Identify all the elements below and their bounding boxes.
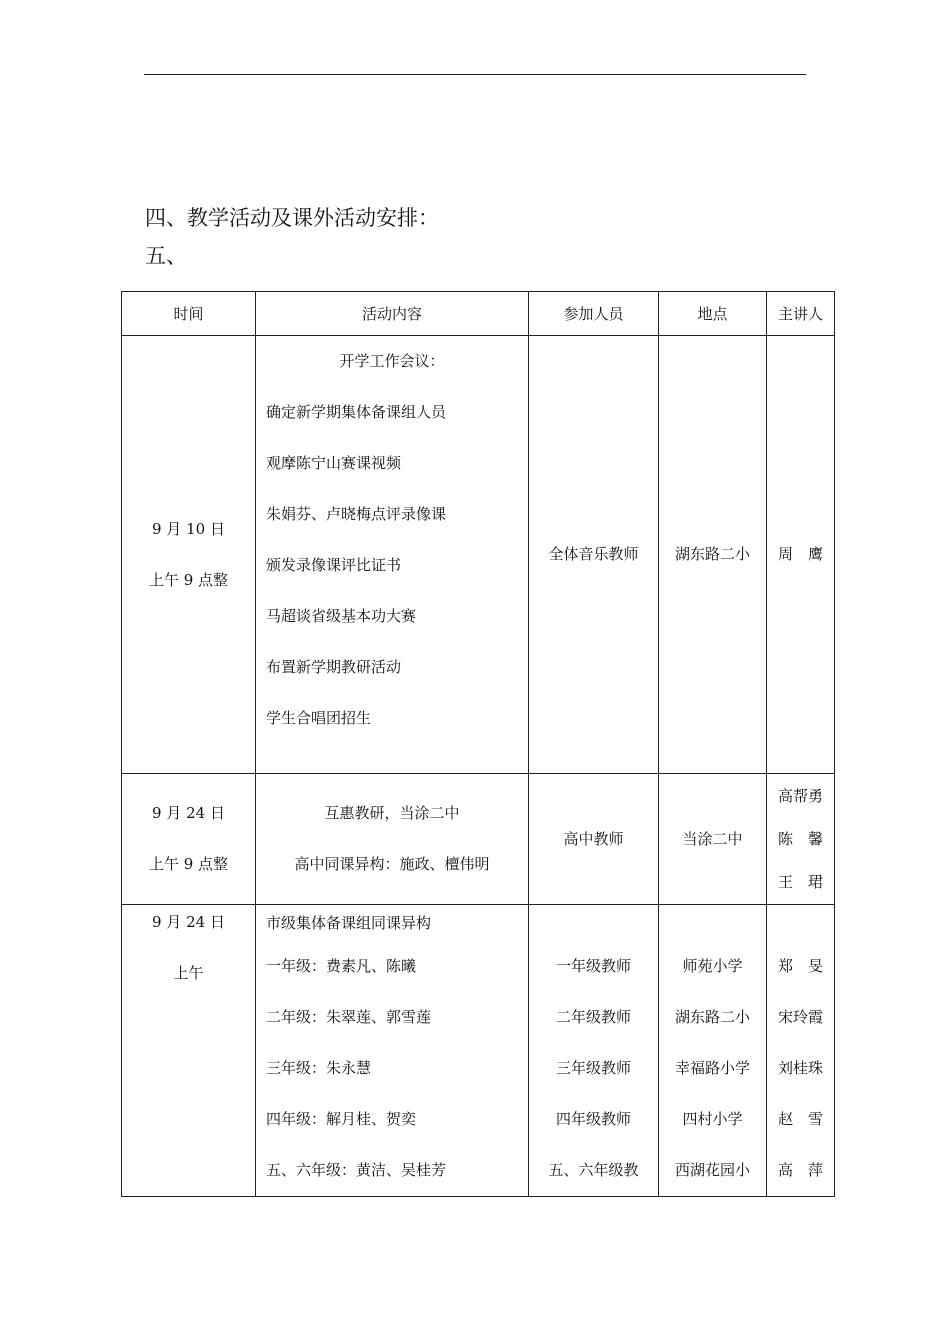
header-participants: 参加人员 xyxy=(529,292,659,336)
content-line: 二年级：朱翠莲、郭雪莲 xyxy=(266,1008,432,1026)
content-line: 市级集体备课组同课异构 xyxy=(266,914,432,932)
section-subheading: 五、 xyxy=(145,244,187,268)
participants-line: 四年级教师 xyxy=(555,1110,631,1128)
speaker-line: 郑 旻 xyxy=(777,957,823,975)
location-line: 西湖花园小 xyxy=(674,1161,750,1179)
cell-speaker xyxy=(767,774,835,905)
participants-line: 一年级教师 xyxy=(555,957,631,975)
header-speaker: 主讲人 xyxy=(767,292,835,336)
header-rule xyxy=(144,74,806,75)
table-row xyxy=(122,336,835,774)
cell-speaker xyxy=(767,905,835,1197)
cell-participants xyxy=(529,336,659,774)
table-row xyxy=(122,774,835,905)
location-line: 幸福路小学 xyxy=(674,1059,750,1077)
cell-location xyxy=(659,905,767,1197)
cell-content xyxy=(256,336,529,774)
table-header-row xyxy=(122,292,835,336)
content-line: 学生合唱团招生 xyxy=(266,709,372,727)
speaker-line: 赵 雪 xyxy=(777,1110,823,1128)
content-line: 一年级：费素凡、陈曦 xyxy=(266,957,417,975)
cell-location xyxy=(659,774,767,905)
cell-time xyxy=(122,336,256,774)
speaker-line: 刘桂珠 xyxy=(777,1059,823,1077)
content-line: 四年级：解月桂、贺奕 xyxy=(266,1110,417,1128)
location-line: 湖东路二小 xyxy=(674,1008,750,1026)
header-time: 时间 xyxy=(122,292,256,336)
cell-content xyxy=(256,774,529,905)
content-line: 朱娟芬、卢晓梅点评录像课 xyxy=(266,505,447,523)
header-content: 活动内容 xyxy=(256,292,529,336)
time-date: 9 月 10 日 xyxy=(152,519,225,538)
speaker-line: 王 珺 xyxy=(777,872,823,891)
table-row xyxy=(122,905,835,1197)
speaker-line: 高帮勇 xyxy=(777,786,823,805)
cell-content xyxy=(256,905,529,1197)
location-line: 当涂二中 xyxy=(682,829,743,848)
content-line: 三年级：朱永慧 xyxy=(266,1059,372,1077)
speaker-line: 陈 馨 xyxy=(777,829,823,848)
time-hour: 上午 9 点整 xyxy=(148,855,229,873)
time-hour: 上午 xyxy=(173,964,204,982)
cell-time xyxy=(122,774,256,905)
content-line: 确定新学期集体备课组人员 xyxy=(266,403,447,421)
content-line: 马超谈省级基本功大赛 xyxy=(266,607,417,625)
cell-participants xyxy=(529,774,659,905)
content-line: 高中同课异构：施政、檀伟明 xyxy=(294,855,490,873)
time-date: 9 月 24 日 xyxy=(152,804,225,822)
content-line: 布置新学期教研活动 xyxy=(266,658,402,676)
speaker-line: 宋玲霞 xyxy=(777,1008,823,1026)
participants-line: 三年级教师 xyxy=(555,1059,631,1077)
content-line: 观摩陈宁山赛课视频 xyxy=(266,454,402,472)
location-line: 四村小学 xyxy=(682,1110,743,1128)
content-line: 五、六年级：黄洁、吴桂芳 xyxy=(266,1161,447,1179)
content-line: 颁发录像课评比证书 xyxy=(266,556,402,574)
content-line: 互惠教研，当涂二中 xyxy=(324,804,460,822)
activity-schedule-table xyxy=(121,291,835,1197)
speaker-line: 高 萍 xyxy=(777,1161,823,1179)
cell-location xyxy=(659,336,767,774)
cell-speaker xyxy=(767,336,835,774)
time-hour: 上午 9 点整 xyxy=(148,570,229,589)
cell-participants xyxy=(529,905,659,1197)
section-heading: 四、教学活动及课外活动安排： xyxy=(145,206,439,230)
header-location: 地点 xyxy=(659,292,767,336)
participants-line: 高中教师 xyxy=(563,829,624,848)
participants-line: 二年级教师 xyxy=(555,1008,631,1026)
time-date: 9 月 24 日 xyxy=(152,913,225,931)
location-line: 湖东路二小 xyxy=(674,545,750,563)
cell-time xyxy=(122,905,256,1197)
location-line: 师苑小学 xyxy=(682,957,743,975)
content-line: 开学工作会议： xyxy=(339,352,445,370)
participants-line: 全体音乐教师 xyxy=(548,545,639,563)
speaker-line: 周 鹰 xyxy=(777,545,823,563)
participants-line: 五、六年级教 xyxy=(548,1161,639,1179)
